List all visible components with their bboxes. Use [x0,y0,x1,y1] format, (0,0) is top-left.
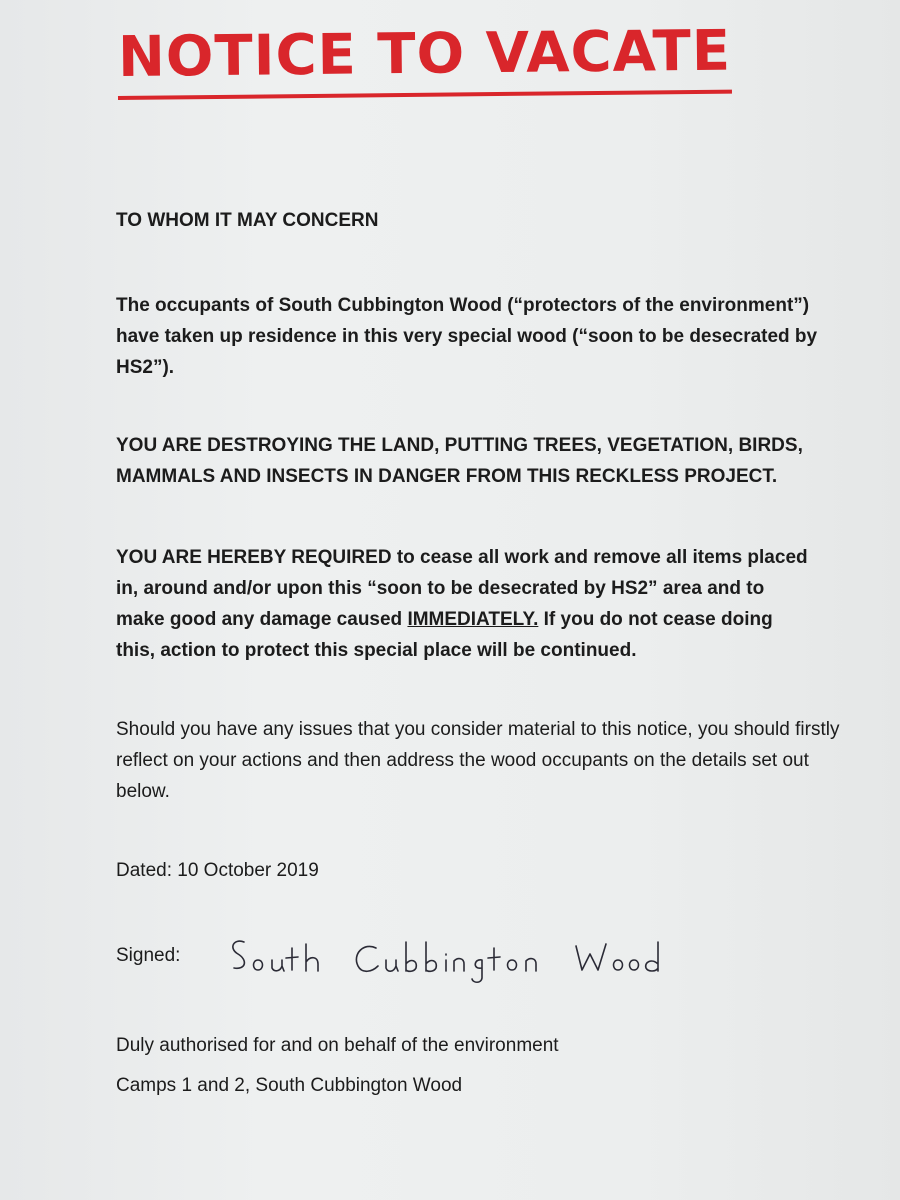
title-underline [118,90,732,100]
required-middle: to cease all work and remove all items placed in, around and/or upon this “soon to be desecrated by HS2” area and to make good any damage caused [116,547,808,630]
signed-label: Signed: [116,945,181,966]
salutation: TO WHOM IT MAY CONCERN [116,210,379,231]
paragraph-occupants: The occupants of South Cubbington Wood (“protectors of the environment”) have taken up residence in this very special wood (“soon to be desecrated by HS2”). [116,295,818,378]
notice-title: NOTICE TO VACATE [117,18,732,90]
required-tail: If you do not cease doing this, action to protect this special place will be continued. [116,609,773,661]
required-emphasis: IMMEDIATELY. [407,609,539,630]
handwritten-signature [226,930,686,990]
paragraph-destroying: YOU ARE DESTROYING THE LAND, PUTTING TREES, VEGETATION, BIRDS, MAMMALS AND INSECTS IN DANGER FROM THIS RECKLESS PROJECT. [116,435,803,487]
required-lead: YOU ARE HEREBY REQUIRED [116,547,392,568]
dated-line: Dated: 10 October 2019 [116,860,319,881]
paragraph-required [116,542,816,666]
authorised-line: Duly authorised for and on behalf of the environment [116,1035,559,1056]
paragraph-issues: Should you have any issues that you consider material to this notice, you should firstly reflect on your actions and then address the wood occupants on the details set out below. [116,719,840,802]
address-line: Camps 1 and 2, South Cubbington Wood [116,1075,463,1096]
